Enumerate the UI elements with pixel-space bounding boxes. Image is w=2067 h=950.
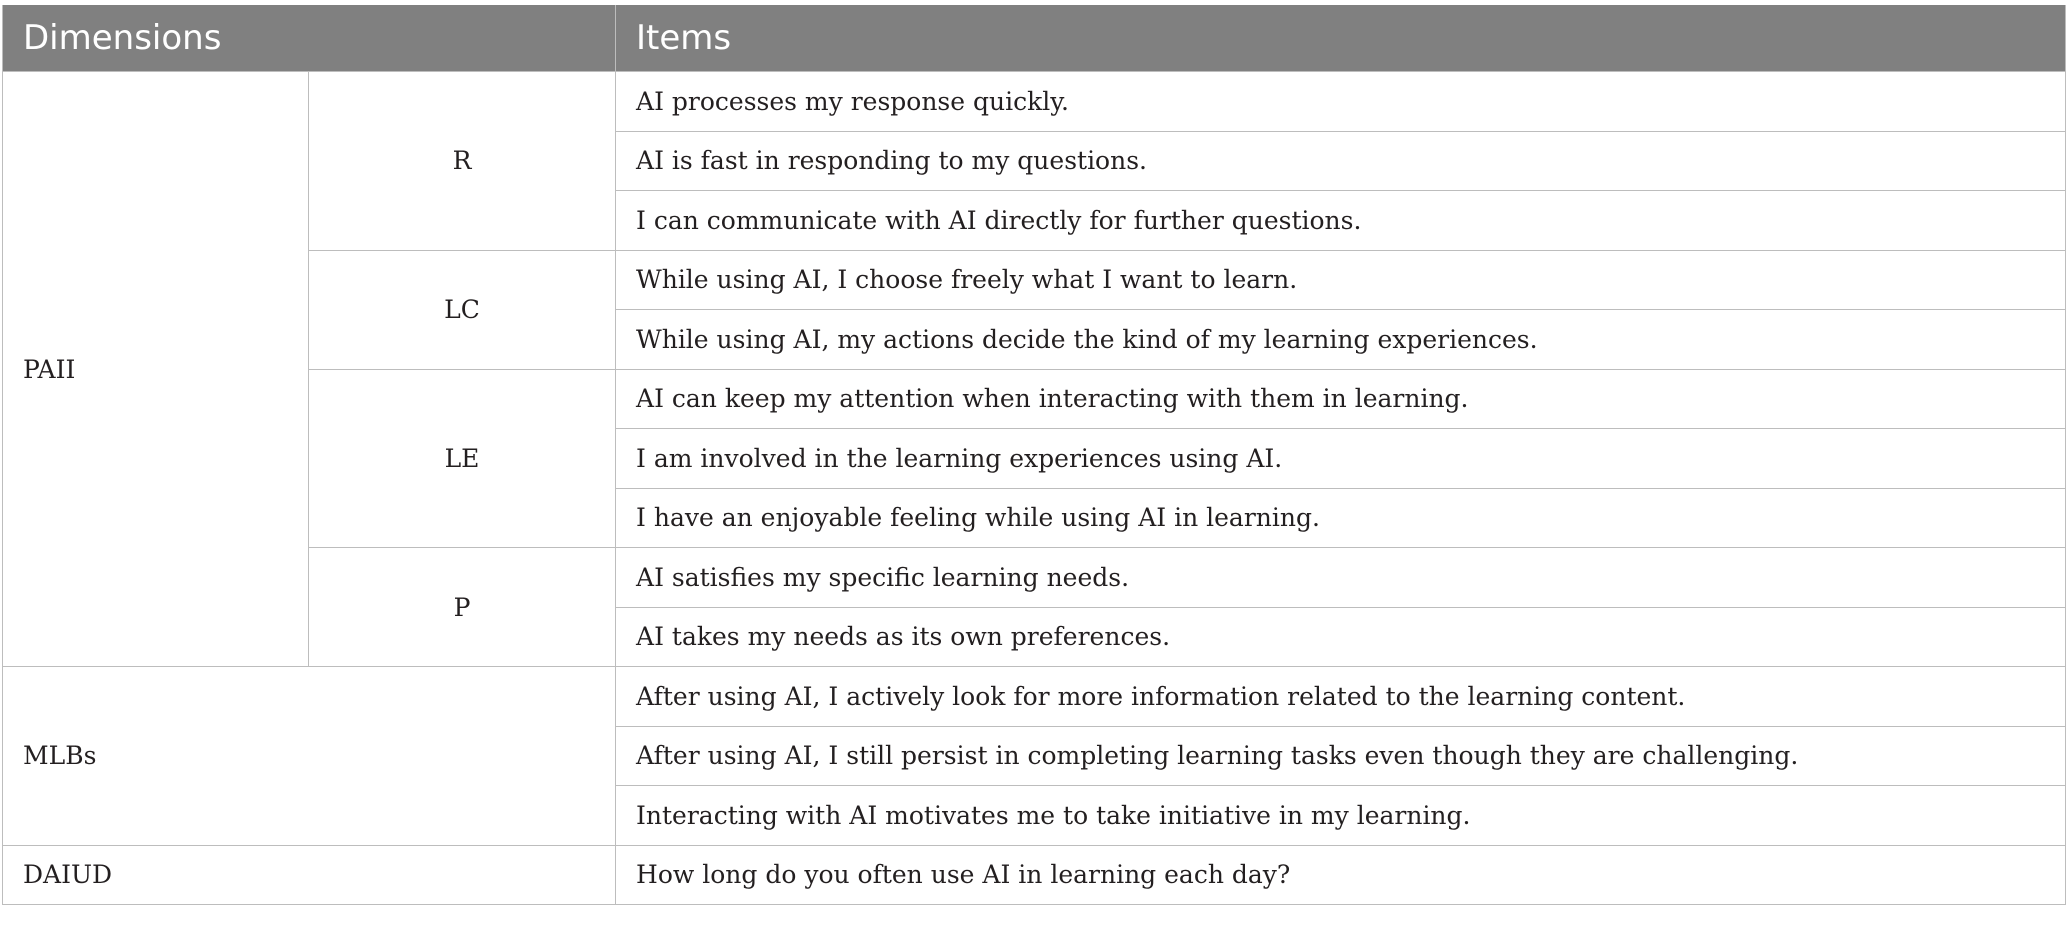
subdimension-r: R xyxy=(309,72,616,251)
subdimension-p: P xyxy=(309,548,616,667)
item-cell: Interacting with AI motivates me to take initiative in my learning. xyxy=(616,786,2066,846)
item-cell: AI satisfies my specific learning needs. xyxy=(616,548,2066,608)
header-items: Items xyxy=(616,5,2066,72)
header-dimensions: Dimensions xyxy=(3,5,616,72)
measurement-items-table xyxy=(2,5,2066,905)
table-row xyxy=(3,845,2066,905)
item-cell: AI is fast in responding to my questions. xyxy=(616,131,2066,191)
item-cell: I can communicate with AI directly for further questions. xyxy=(616,191,2066,251)
item-cell: While using AI, I choose freely what I want to learn. xyxy=(616,250,2066,310)
dimension-paii: PAII xyxy=(3,72,309,667)
item-cell: AI can keep my attention when interacting with them in learning. xyxy=(616,369,2066,429)
table-row xyxy=(3,72,2066,132)
subdimension-le: LE xyxy=(309,369,616,548)
table-row xyxy=(3,667,2066,727)
item-cell: I have an enjoyable feeling while using AI in learning. xyxy=(616,488,2066,548)
table-row xyxy=(3,548,2066,608)
table-row xyxy=(3,250,2066,310)
item-cell: I am involved in the learning experiences using AI. xyxy=(616,429,2066,489)
dimension-mlbs: MLBs xyxy=(3,667,616,846)
header-row xyxy=(3,5,2066,72)
item-cell: How long do you often use AI in learning each day? xyxy=(616,845,2066,905)
dimension-daiud: DAIUD xyxy=(3,845,616,905)
table-row xyxy=(3,369,2066,429)
subdimension-lc: LC xyxy=(309,250,616,369)
item-cell: After using AI, I actively look for more information related to the learning content. xyxy=(616,667,2066,727)
item-cell: AI processes my response quickly. xyxy=(616,72,2066,132)
item-cell: While using AI, my actions decide the kind of my learning experiences. xyxy=(616,310,2066,370)
item-cell: AI takes my needs as its own preferences. xyxy=(616,607,2066,667)
item-cell: After using AI, I still persist in completing learning tasks even though they are challenging. xyxy=(616,726,2066,786)
